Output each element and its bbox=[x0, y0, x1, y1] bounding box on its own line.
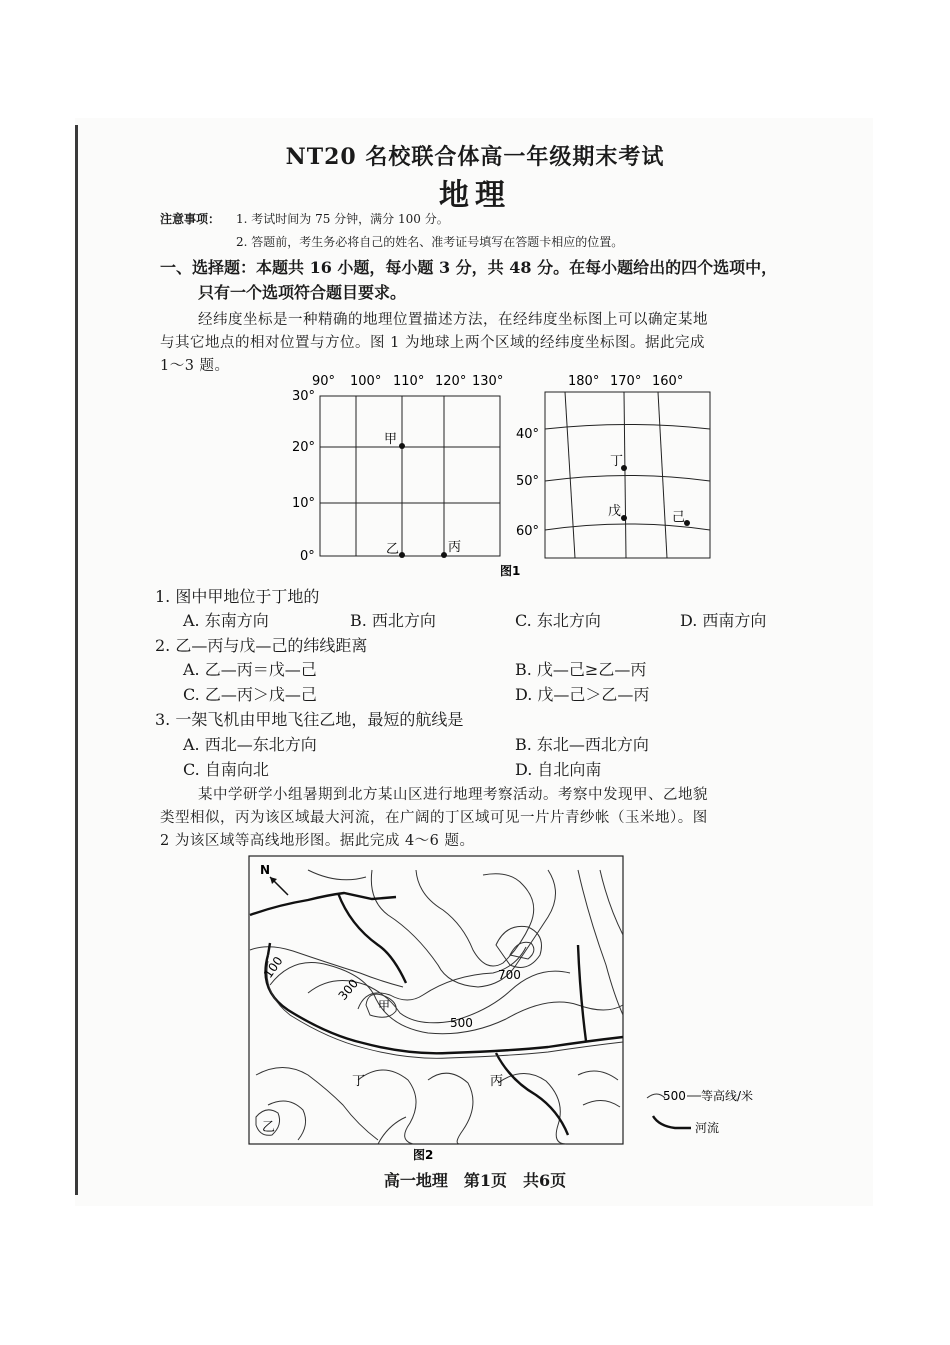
lon-label-110: 110° bbox=[393, 374, 425, 389]
q1-option-d: D. 西南方向 bbox=[680, 611, 767, 630]
contour-label-500: 500 bbox=[450, 1016, 473, 1030]
rivers bbox=[250, 893, 623, 1135]
north-arrow bbox=[260, 863, 288, 895]
lon-label-170: 170° bbox=[610, 374, 642, 389]
point-ding-label: 丁 bbox=[610, 454, 624, 469]
q3-option-d: D. 自北向南 bbox=[515, 760, 602, 779]
lat-label-40: 40° bbox=[516, 427, 540, 442]
point-wu bbox=[621, 515, 627, 521]
figure1-left-grid bbox=[320, 396, 500, 556]
passage1-line1: 经纬度坐标是一种精确的地理位置描述方法，在经纬度坐标图上可以确定某地 bbox=[198, 312, 708, 328]
figure1 bbox=[290, 370, 720, 585]
figure2-caption: 图2 bbox=[413, 1148, 434, 1162]
point-bing-label: 丙 bbox=[448, 540, 462, 555]
lon-label-100: 100° bbox=[350, 374, 382, 389]
passage2-line3: 2 为该区域等高线地形图。据此完成 4～6 题。 bbox=[160, 833, 475, 849]
binding-edge bbox=[75, 125, 78, 1195]
section-heading: 一、选择题：本题共 16 小题，每小题 3 分，共 48 分。在每小题给出的四个选项中， bbox=[160, 258, 778, 277]
lat-label-0: 0° bbox=[300, 549, 315, 564]
legend-river-text: 河流 bbox=[695, 1121, 720, 1135]
point-jia bbox=[399, 443, 405, 449]
question-2: 2. 乙—丙与戊—己的纬线距离 bbox=[155, 636, 368, 655]
north-label: N bbox=[260, 863, 271, 877]
passage2-line1: 某中学研学小组暑期到北方某山区进行地理考察活动。考察中发现甲、乙地貌 bbox=[198, 787, 708, 803]
q1-option-a: A. 东南方向 bbox=[183, 611, 269, 630]
place-jia: 甲 bbox=[378, 999, 391, 1013]
lon-label-120: 120° bbox=[435, 374, 467, 389]
lat-label-10: 10° bbox=[292, 496, 316, 511]
q1-option-b: B. 西北方向 bbox=[350, 611, 436, 630]
legend-contour-value: 500 bbox=[663, 1089, 686, 1103]
contour-label-700: 700 bbox=[498, 968, 521, 982]
lat-label-50: 50° bbox=[516, 474, 540, 489]
point-yi-label: 乙 bbox=[386, 542, 400, 557]
lon-label-90: 90° bbox=[312, 374, 336, 389]
passage2-line2: 类型相似，丙为该区域最大河流，在广阔的丁区域可见一片片青纱帐（玉米地）。图 bbox=[160, 810, 708, 826]
lat-label-30: 30° bbox=[292, 389, 316, 404]
place-yi: 乙 bbox=[262, 1120, 276, 1135]
lat-label-20: 20° bbox=[292, 440, 316, 455]
legend-contour-text: 等高线/米 bbox=[701, 1089, 754, 1103]
note-item-2: 2. 答题前，考生务必将自己的姓名、准考证号填写在答题卡相应的位置。 bbox=[236, 235, 624, 249]
lon-label-160: 160° bbox=[652, 374, 684, 389]
question-3: 3. 一架飞机由甲地飞往乙地，最短的航线是 bbox=[155, 710, 464, 729]
legend-river-symbol bbox=[653, 1116, 691, 1128]
passage1-line2: 与其它地点的相对位置与方位。图 1 为地球上两个区域的经纬度坐标图。据此完成 bbox=[160, 335, 705, 351]
q2-option-b: B. 戊—己≥乙—丙 bbox=[515, 660, 647, 679]
passage1-line3: 1～3 题。 bbox=[160, 358, 230, 374]
figure2-legend bbox=[645, 1082, 775, 1142]
subject-title: 地理 bbox=[439, 178, 511, 213]
contour-label-300: 300 bbox=[335, 976, 362, 1003]
question-1: 1. 图中甲地位于丁地的 bbox=[155, 587, 320, 606]
q3-option-b: B. 东北—西北方向 bbox=[515, 735, 649, 754]
lon-label-180: 180° bbox=[568, 374, 600, 389]
page-footer: 高一地理 第1页 共6页 bbox=[383, 1171, 567, 1190]
section-heading-cont: 只有一个选项符合题目要求。 bbox=[198, 283, 407, 302]
q2-option-d: D. 戊—己＞乙—丙 bbox=[515, 685, 650, 704]
contour-label-100: 100 bbox=[260, 953, 286, 981]
place-ding: 丁 bbox=[352, 1074, 366, 1089]
q2-option-c: C. 乙—丙＞戊—己 bbox=[183, 685, 317, 704]
figure1-caption: 图1 bbox=[500, 564, 521, 578]
q3-option-a: A. 西北—东北方向 bbox=[183, 735, 317, 754]
notes-label: 注意事项： bbox=[160, 212, 221, 226]
exam-title: NT20 名校联合体高一年级期末考试 bbox=[285, 144, 665, 170]
point-bing bbox=[441, 552, 447, 558]
lat-label-60: 60° bbox=[516, 524, 540, 539]
note-item-1: 1. 考试时间为 75 分钟，满分 100 分。 bbox=[236, 212, 449, 226]
q2-option-a: A. 乙—丙＝戊—己 bbox=[183, 660, 317, 679]
place-bing: 丙 bbox=[490, 1074, 504, 1089]
point-yi bbox=[399, 552, 405, 558]
point-ji-label: 己 bbox=[672, 510, 686, 525]
map-frame bbox=[249, 856, 623, 1144]
point-jia-label: 甲 bbox=[384, 432, 398, 447]
figure1-right-grid bbox=[545, 392, 710, 558]
q1-option-c: C. 东北方向 bbox=[515, 611, 601, 630]
figure2-contour-map bbox=[248, 855, 628, 1165]
q3-option-c: C. 自南向北 bbox=[183, 760, 269, 779]
point-wu-label: 戊 bbox=[608, 504, 622, 519]
lon-label-130: 130° bbox=[472, 374, 504, 389]
contour-lines bbox=[250, 870, 623, 1144]
